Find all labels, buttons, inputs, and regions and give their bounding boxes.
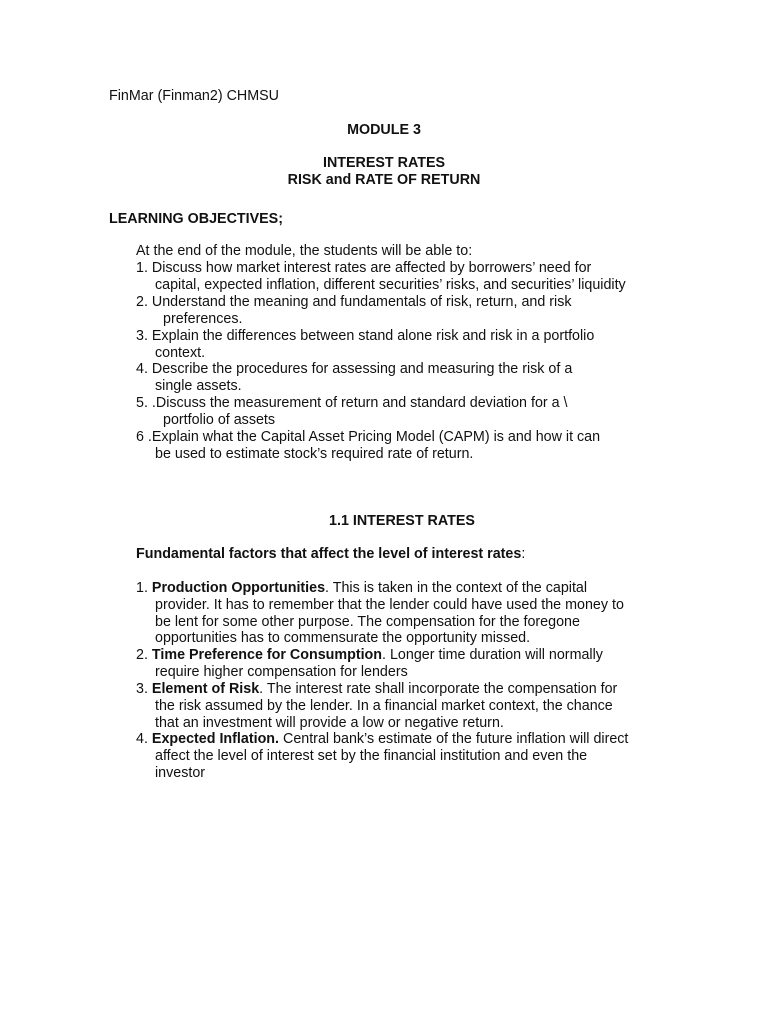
factor-term: Element of Risk [151,681,260,697]
factor-term: Production Opportunities [151,580,326,596]
factor-number: 3. [136,681,152,697]
factor-item-cont: affect the level of interest set by the financial institution and even the [155,748,588,764]
objective-item: 1. Discuss how market interest rates are affected by borrowers’ need for [136,260,592,276]
factor-text: . Longer time duration will normally [382,647,603,663]
objective-item-cont: be used to estimate stock’s required rate of return. [155,446,474,462]
factor-item [136,731,628,748]
factor-item [136,681,617,698]
factor-text: . The interest rate shall incorporate the compensation for [259,681,618,697]
objectives-intro: At the end of the module, the students will be able to: [136,243,473,259]
factor-item-cont: that an investment will provide a low or negative return. [155,715,504,731]
course-header: FinMar (Finman2) CHMSU [109,88,279,104]
objective-item-cont: single assets. [155,378,242,394]
factor-item-cont: require higher compensation for lenders [155,664,408,680]
section-subheading-colon: : [521,546,526,562]
objective-item: 5. .Discuss the measurement of return and standard deviation for a \ [136,395,568,411]
factor-item-cont: opportunities has to commensurate the opportunity missed. [155,630,531,646]
objective-item: 6 .Explain what the Capital Asset Pricing Model (CAPM) is and how it can [136,429,601,445]
section-heading: 1.1 INTEREST RATES [329,513,475,529]
topic-title-line2: RISK and RATE OF RETURN [287,172,481,188]
objective-item: 4. Describe the procedures for assessing and measuring the risk of a [136,361,573,377]
objective-item-cont: context. [155,345,206,361]
factor-item-cont: provider. It has to remember that the lender could have used the money to [155,597,624,613]
section-subheading [136,546,525,563]
objective-item: 3. Explain the differences between stand alone risk and risk in a portfolio [136,328,595,344]
factor-number: 2. [136,647,152,663]
module-title: MODULE 3 [347,122,421,138]
factor-term: Expected Inflation. [151,731,280,747]
objective-item: 2. Understand the meaning and fundamentals of risk, return, and risk [136,294,572,310]
factor-number: 1. [136,580,152,596]
factor-item [136,647,603,664]
objective-item-cont: preferences. [163,311,243,327]
topic-title-line1: INTEREST RATES [322,155,446,171]
section-subheading-text: Fundamental factors that affect the level of interest rates [136,546,522,562]
factor-text: Central bank’s estimate of the future inflation will direct [279,731,629,747]
factor-item-cont: investor [155,765,206,781]
factor-item [136,580,587,597]
objective-item-cont: portfolio of assets [163,412,276,428]
factor-item-cont: be lent for some other purpose. The compensation for the foregone [155,614,580,630]
factor-item-cont: the risk assumed by the lender. In a financial market context, the chance [155,698,613,714]
objectives-heading: LEARNING OBJECTIVES; [109,211,283,227]
factor-text: . This is taken in the context of the capital [325,580,588,596]
objective-item-cont: capital, expected inflation, different securities’ risks, and securities’ liquidity [155,277,626,293]
factor-number: 4. [136,731,152,747]
factor-term: Time Preference for Consumption [151,647,383,663]
